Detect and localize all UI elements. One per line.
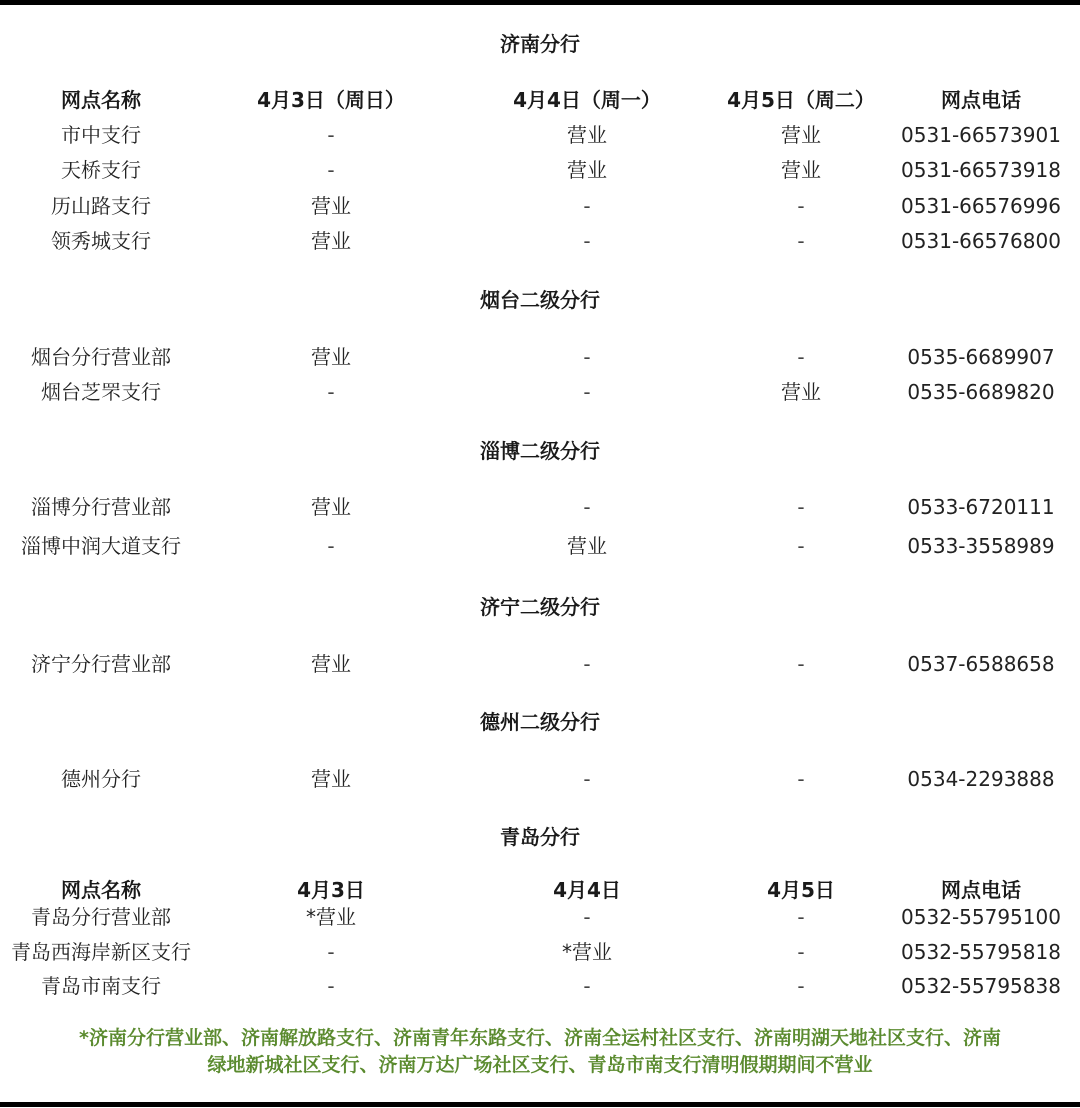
status-day-1: - xyxy=(327,380,335,404)
status-day-3: - xyxy=(797,974,805,998)
footnote xyxy=(0,1025,1080,1079)
table-row xyxy=(0,971,1080,1001)
branch-name: 德州分行 xyxy=(61,767,141,791)
header-phone: 网点电话 xyxy=(941,88,1021,112)
header-date-3: 4月5日（周二） xyxy=(727,88,875,112)
section-title-dezhou: 德州二级分行 xyxy=(480,710,600,734)
branch-phone: 0532-55795100 xyxy=(901,905,1061,929)
section-title-jinan: 济南分行 xyxy=(500,32,580,56)
branch-name: 烟台分行营业部 xyxy=(31,345,171,369)
branch-phone: 0535-6689820 xyxy=(907,380,1055,404)
branch-name: 青岛市南支行 xyxy=(41,974,161,998)
status-day-1: 营业 xyxy=(311,495,351,519)
branch-name: 领秀城支行 xyxy=(51,229,151,253)
branch-name: 历山路支行 xyxy=(51,194,151,218)
status-day-1: 营业 xyxy=(311,345,351,369)
table-row xyxy=(0,155,1080,185)
status-day-2: - xyxy=(583,229,591,253)
branch-name: 市中支行 xyxy=(61,123,141,147)
status-day-1: - xyxy=(327,123,335,147)
table-row xyxy=(0,937,1080,967)
status-day-3: - xyxy=(797,229,805,253)
branch-phone: 0532-55795838 xyxy=(901,974,1061,998)
table-row xyxy=(0,120,1080,150)
status-day-3: - xyxy=(797,652,805,676)
status-day-1: - xyxy=(327,534,335,558)
header-date-1: 4月3日（周日） xyxy=(257,88,405,112)
header-date-2: 4月4日 xyxy=(553,878,621,902)
status-day-3: - xyxy=(797,767,805,791)
section-title-qingdao: 青岛分行 xyxy=(500,825,580,849)
status-day-1: - xyxy=(327,974,335,998)
branch-phone: 0531-66576800 xyxy=(901,229,1061,253)
status-day-3: - xyxy=(797,534,805,558)
status-day-3: - xyxy=(797,940,805,964)
status-day-1: 营业 xyxy=(311,229,351,253)
table-row xyxy=(0,902,1080,932)
header-date-2: 4月4日（周一） xyxy=(513,88,661,112)
status-day-2: 营业 xyxy=(567,123,607,147)
branch-phone: 0531-66573901 xyxy=(901,123,1061,147)
branch-phone: 0537-6588658 xyxy=(907,652,1055,676)
status-day-3: 营业 xyxy=(781,380,821,404)
branch-name: 天桥支行 xyxy=(61,158,141,182)
branch-phone: 0531-66576996 xyxy=(901,194,1061,218)
footnote-line-2: 绿地新城社区支行、济南万达广场社区支行、青岛市南支行清明假期期间不营业 xyxy=(207,1054,873,1076)
status-day-2: - xyxy=(583,767,591,791)
table-header-row xyxy=(0,85,1080,115)
branch-name: 烟台芝罘支行 xyxy=(41,380,161,404)
branch-phone: 0533-3558989 xyxy=(907,534,1055,558)
status-day-1: *营业 xyxy=(306,905,356,929)
status-day-2: - xyxy=(583,974,591,998)
branch-name: 淄博中润大道支行 xyxy=(21,534,181,558)
table-row xyxy=(0,649,1080,679)
status-day-2: 营业 xyxy=(567,158,607,182)
branch-phone: 0531-66573918 xyxy=(901,158,1061,182)
table-row xyxy=(0,226,1080,256)
status-day-1: - xyxy=(327,940,335,964)
header-branch-name: 网点名称 xyxy=(61,88,141,112)
status-day-3: 营业 xyxy=(781,158,821,182)
branch-name: 青岛西海岸新区支行 xyxy=(11,940,191,964)
branch-name: 淄博分行营业部 xyxy=(31,495,171,519)
status-day-3: - xyxy=(797,905,805,929)
status-day-1: 营业 xyxy=(311,652,351,676)
status-day-3: - xyxy=(797,345,805,369)
status-day-2: - xyxy=(583,194,591,218)
status-day-3: - xyxy=(797,495,805,519)
header-date-1: 4月3日 xyxy=(297,878,365,902)
branch-phone: 0534-2293888 xyxy=(907,767,1055,791)
branch-phone: 0535-6689907 xyxy=(907,345,1055,369)
status-day-2: - xyxy=(583,905,591,929)
section-title-yantai: 烟台二级分行 xyxy=(480,288,600,312)
branch-phone: 0532-55795818 xyxy=(901,940,1061,964)
table-row xyxy=(0,492,1080,522)
table-header-row xyxy=(0,875,1080,905)
table-row xyxy=(0,342,1080,372)
status-day-1: 营业 xyxy=(311,767,351,791)
branch-name: 青岛分行营业部 xyxy=(31,905,171,929)
status-day-2: - xyxy=(583,345,591,369)
status-day-3: 营业 xyxy=(781,123,821,147)
header-branch-name: 网点名称 xyxy=(61,878,141,902)
bottom-rule xyxy=(0,1102,1080,1107)
branch-name: 济宁分行营业部 xyxy=(31,652,171,676)
header-phone: 网点电话 xyxy=(941,878,1021,902)
status-day-2: - xyxy=(583,652,591,676)
section-title-zibo: 淄博二级分行 xyxy=(480,439,600,463)
branch-phone: 0533-6720111 xyxy=(907,495,1055,519)
table-row xyxy=(0,191,1080,221)
top-rule xyxy=(0,0,1080,5)
status-day-2: - xyxy=(583,495,591,519)
section-title-jining: 济宁二级分行 xyxy=(480,595,600,619)
status-day-1: 营业 xyxy=(311,194,351,218)
status-day-3: - xyxy=(797,194,805,218)
table-row xyxy=(0,377,1080,407)
footnote-line-1: *济南分行营业部、济南解放路支行、济南青年东路支行、济南全运村社区支行、济南明湖天地社区支行、济南 xyxy=(79,1027,1001,1049)
table-row xyxy=(0,531,1080,561)
status-day-2: *营业 xyxy=(562,940,612,964)
status-day-1: - xyxy=(327,158,335,182)
header-date-3: 4月5日 xyxy=(767,878,835,902)
status-day-2: - xyxy=(583,380,591,404)
table-row xyxy=(0,764,1080,794)
status-day-2: 营业 xyxy=(567,534,607,558)
